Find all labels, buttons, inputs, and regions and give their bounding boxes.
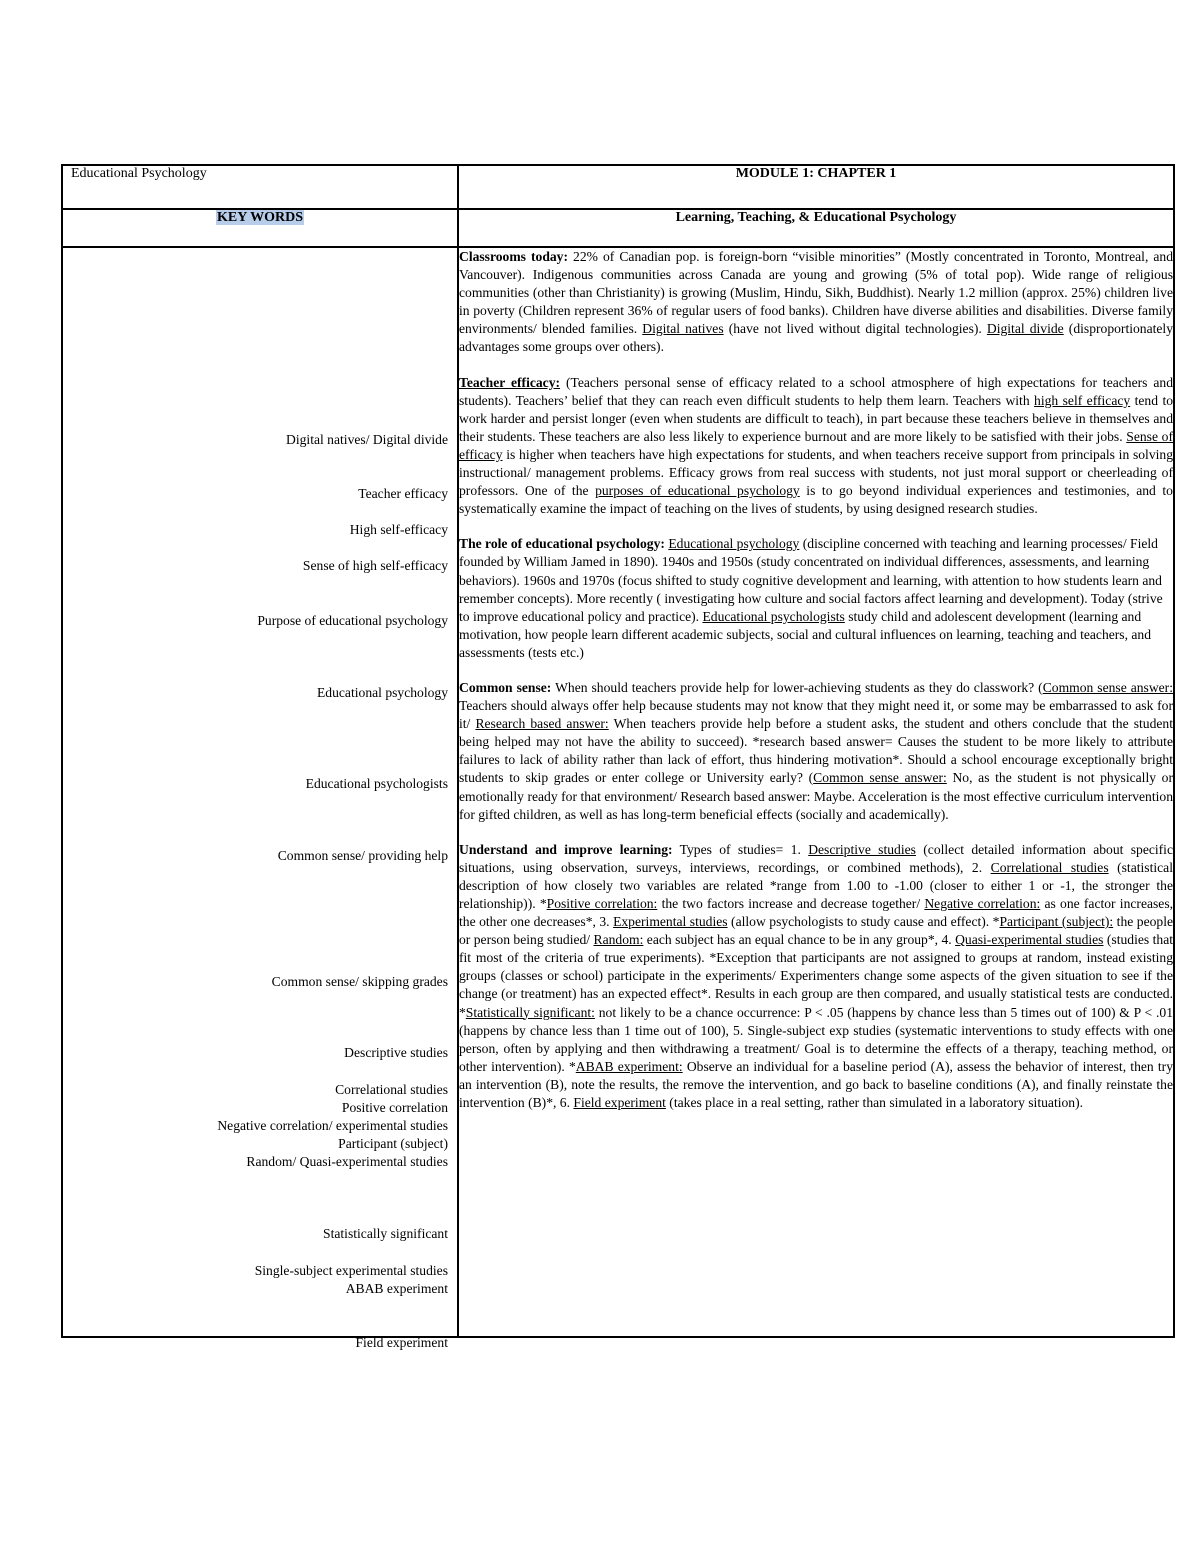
term: Common sense answer: [813, 770, 947, 786]
notes-sheet [61, 164, 1174, 1350]
keyword: Educational psychologists [305, 776, 448, 791]
subheader-row [62, 209, 1174, 247]
keyword: Positive correlation [341, 1100, 448, 1115]
term-heading: The role of educational psychology: [459, 536, 665, 552]
section-title: Learning, Teaching, & Educational Psychology [458, 209, 1174, 247]
keyword: Digital natives/ Digital divide [286, 432, 448, 447]
notes-table [61, 164, 1175, 1350]
term: Experimental studies [613, 914, 728, 930]
keyword: Common sense/ providing help [277, 848, 448, 863]
term: Statistically significant: [465, 1004, 595, 1020]
term: Descriptive studies [808, 841, 916, 857]
paragraph-improve-learning: Understand and improve learning: Types of studies= 1. Descriptive studies (collect detailed information about specific situations, using observation, surveys, interviews, recordings, or combined methods), 2. Correlational studies (statistical description of how closely two variables are related *range from 1.00 to -1.00 (closer to either 1 or -1, the stronger the relationship)). *Positive correlation: the two factors increase and decrease together/ Negative correlation: as one factor increases, the other one decreases*, 3. Experimental studies (allow psychologists to study cause and effect). *Participant (subject): the people or person being studied/ Random: each subject has an equal chance to be in any group*, 4. Quasi-experimental studies (studies that fit most of the criteria of true experiments). *Exception that participants are not assigned to groups at random, instead existing groups (classes or school) participate in the experiments/ Experimenters change some aspects of the given situation to see if the change (or treatment) has an expected effect*. Results in each group are then compared, and usually statistical tests are conducted. *Statistically significant: not likely to be a chance occurrence: P < .05 (happens by chance less than 5 times out of 100) & P < .01 (happens by chance less than 1 time out of 100), 5. Single-subject exp studies (systematic interventions to study effects with one person, often by applying and then withdrawing a treatment/ Goal is to determine the effects of a therapy, teaching method, or other intervention). *ABAB experiment: Observe an individual for a baseline period (A), assess the behavior of interest, then try an intervention (B), note the results, the remove the intervention, and go back to baseline conditions (A), and finally reinstate the intervention (B)*, 6. Field experiment (takes place in a real setting, rather than simulated in a laboratory situation). [459, 841, 1174, 1111]
term: Sense of efficacy [459, 428, 1173, 462]
term: Field experiment [573, 1095, 666, 1111]
keyword: Teacher efficacy [358, 486, 448, 501]
keywords-column [62, 247, 458, 1350]
term: Quasi-experimental studies [955, 932, 1104, 948]
keywords-header-cell [62, 209, 458, 247]
keyword: Correlational studies [335, 1082, 448, 1097]
term: Negative correlation: [924, 896, 1041, 911]
term: Educational psychologists [702, 608, 845, 624]
paragraph-role-of-ed-psych: The role of educational psychology: Educational psychology (discipline concerned with teaching and learning processes/ Field founded by William Jamed in 1890). 1940s and 1950s (study concentrated on individual differences, assessments, and learning behaviors). 1960s and 1970s (focus shifted to study cognitive development and learning, with attention to how students learn and remember concepts). More recently ( investigating how culture and social factors affect learning and development). Today (strive to improve educational policy and practice). Educational psychologists study child and adolescent development (learning and motivation, how people learn different academic subjects, social and cultural influences on learning, teaching and teachers, and assessments (tests etc.) [459, 536, 1163, 660]
term: Research based answer: [475, 716, 609, 732]
paragraph-teacher-efficacy: Teacher efficacy: (Teachers personal sense of efficacy related to a school atmosphere of high expectations for teachers and students). Teachers’ belief that they can reach even difficult students to help them learn. Teachers with high self efficacy tend to work harder and persist longer (even when students are difficult to teach), in part because these teachers believe in themselves and their students. These teachers are also less likely to experience burnout and are more likely to be satisfied with their jobs. Sense of efficacy is higher when teachers have high expectations for students, and when teachers receive support from principals in solving instructional/ management problems. Efficacy grows from real success with students, not just moral support or cheerleading of professors. One of the purposes of educational psychology is to go beyond individual experiences and testimonies, and to systematically examine the impact of teaching on the lives of students, by using designed research studies. [459, 374, 1174, 517]
keyword: Sense of high self-efficacy [302, 558, 448, 573]
term: Digital natives [642, 321, 724, 337]
keyword: Purpose of educational psychology [257, 613, 448, 628]
term: Digital divide [986, 321, 1064, 337]
module-title: MODULE 1: CHAPTER 1 [458, 165, 1174, 209]
term-heading: Understand and improve learning: [459, 841, 673, 857]
term-heading: Classrooms today: [459, 249, 569, 264]
term: Correlational studies [990, 859, 1109, 875]
keyword: Random/ Quasi-experimental studies [246, 1154, 448, 1169]
keyword: Descriptive studies [344, 1045, 448, 1060]
term-heading: Common sense: [459, 679, 552, 695]
term: Positive correlation: [546, 896, 658, 911]
notes-column [458, 247, 1174, 1337]
keywords-header[interactable]: KEY WORDS [217, 210, 303, 225]
term: Educational psychology [668, 536, 800, 552]
paragraph-classrooms: Classrooms today: 22% of Canadian pop. is foreign-born “visible minorities” (Mostly concentrated in Toronto, Montreal, and Vancouver). Indigenous communities across Canada are young and growing (5% of total pop). Wide range of religious communities (other than Christianity) is growing (Muslim, Hindu, Sikh, Buddhist). Nearly 1.2 million (approx. 25%) children live in poverty (Children represent 36% of regular users of food banks). Children have diverse abilities and disabilities. Diverse family environments/ blended families. Digital natives (have not lived without digital technologies). Digital divide (disproportionately advantages some groups over others). [459, 249, 1174, 355]
keyword: Educational psychology [317, 685, 448, 700]
term: Participant (subject): [999, 914, 1114, 930]
paragraph-common-sense: Common sense: When should teachers provide help for lower-achieving students as they do classwork? (Common sense answer: Teachers should always offer help because students may not know that they might need it, or some may be embarrassed to ask for it/ Research based answer: When teachers provide help before a student asks, the student and others conclude that the student being helped may not have the ability to succeed). *research based answer= Causes the student to be more likely to attribute failures to lack of ability rather than lack of effort, thus hindering motivation*. Should a school encourage exceptionally bright students to skip grades or enter college or University early? (Common sense answer: No, as the student is not physically or emotionally ready for that environment/ Research based answer: Maybe. Acceleration is the most effective curriculum intervention for gifted children, as well as has long-term beneficial effects (socially and academically). [459, 679, 1174, 822]
term: Random: [593, 932, 644, 948]
keyword: Negative correlation/ experimental studies [217, 1118, 448, 1133]
term: Common sense answer: [1042, 679, 1173, 695]
keyword: Common sense/ skipping grades [271, 974, 448, 989]
keyword: High self-efficacy [349, 522, 448, 537]
body-row [62, 247, 1174, 1337]
term: high self efficacy [1034, 392, 1131, 408]
term-heading: Teacher efficacy: [459, 374, 561, 390]
header-row [62, 165, 1174, 209]
keyword: ABAB experiment [345, 1281, 448, 1296]
keyword: Participant (subject) [338, 1136, 448, 1151]
term: purposes of educational psychology [595, 483, 800, 499]
keyword: Field experiment [355, 1335, 448, 1350]
course-title: Educational Psychology [62, 165, 458, 209]
keyword: Statistically significant [323, 1226, 448, 1241]
term: ABAB experiment: [575, 1058, 683, 1074]
keyword: Single-subject experimental studies [254, 1263, 448, 1278]
